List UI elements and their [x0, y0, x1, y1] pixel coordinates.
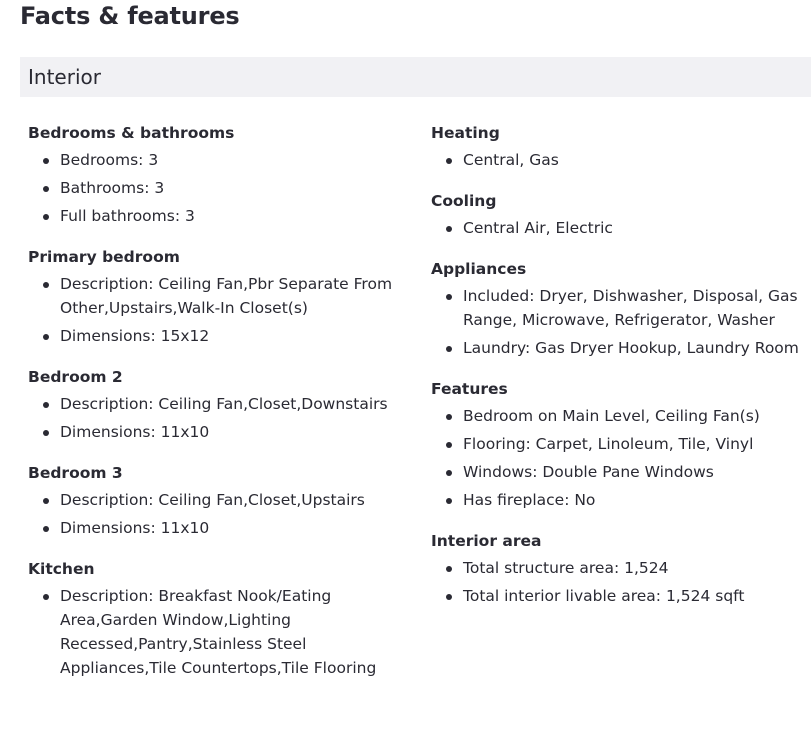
fact-list	[28, 488, 398, 540]
fact-group	[431, 528, 801, 608]
fact-group	[28, 556, 398, 680]
fact-item: Included: Dryer, Dishwasher, Disposal, Gas Range, Microwave, Refrigerator, Washer	[431, 284, 801, 332]
fact-list	[28, 272, 398, 348]
group-title: Primary bedroom	[28, 248, 180, 266]
group-title: Kitchen	[28, 560, 95, 578]
fact-item: Bathrooms: 3	[28, 176, 398, 200]
group-title: Bedroom 2	[28, 368, 123, 386]
page-title: Facts & features	[20, 2, 240, 30]
fact-group	[28, 120, 398, 228]
fact-item: Dimensions: 15x12	[28, 324, 398, 348]
group-title: Bedrooms & bathrooms	[28, 124, 235, 142]
group-title: Features	[431, 380, 508, 398]
fact-item: Central Air, Electric	[431, 216, 801, 240]
fact-item: Bedroom on Main Level, Ceiling Fan(s)	[431, 404, 801, 428]
fact-group	[431, 120, 801, 172]
fact-list	[431, 284, 801, 360]
fact-item: Description: Ceiling Fan,Closet,Upstairs	[28, 488, 398, 512]
fact-list	[28, 584, 398, 680]
fact-group	[28, 364, 398, 444]
fact-group	[431, 256, 801, 360]
fact-list	[28, 148, 398, 228]
fact-item: Total structure area: 1,524	[431, 556, 801, 580]
fact-item: Bedrooms: 3	[28, 148, 398, 172]
group-title: Heating	[431, 124, 500, 142]
fact-group	[28, 244, 398, 348]
fact-item: Description: Breakfast Nook/Eating Area,Garden Window,Lighting Recessed,Pantry,Stainless Steel Appliances,Tile Countertops,Tile Flooring	[28, 584, 398, 680]
fact-item: Flooring: Carpet, Linoleum, Tile, Vinyl	[431, 432, 801, 456]
fact-item: Description: Ceiling Fan,Pbr Separate From Other,Upstairs,Walk-In Closet(s)	[28, 272, 398, 320]
group-title: Bedroom 3	[28, 464, 123, 482]
fact-list	[431, 556, 801, 608]
right-column	[431, 120, 801, 624]
fact-list	[431, 216, 801, 240]
fact-item: Windows: Double Pane Windows	[431, 460, 801, 484]
fact-list	[431, 404, 801, 512]
left-column	[28, 120, 398, 696]
section-header-interior[interactable]: Interior	[20, 57, 811, 97]
fact-list	[431, 148, 801, 172]
fact-list	[28, 392, 398, 444]
fact-group	[431, 188, 801, 240]
group-title: Interior area	[431, 532, 542, 550]
fact-item: Full bathrooms: 3	[28, 204, 398, 228]
fact-item: Total interior livable area: 1,524 sqft	[431, 584, 801, 608]
fact-item: Has fireplace: No	[431, 488, 801, 512]
fact-item: Dimensions: 11x10	[28, 516, 398, 540]
fact-item: Laundry: Gas Dryer Hookup, Laundry Room	[431, 336, 801, 360]
group-title: Appliances	[431, 260, 527, 278]
fact-group	[28, 460, 398, 540]
fact-item: Dimensions: 11x10	[28, 420, 398, 444]
fact-item: Central, Gas	[431, 148, 801, 172]
group-title: Cooling	[431, 192, 497, 210]
fact-item: Description: Ceiling Fan,Closet,Downstairs	[28, 392, 398, 416]
fact-group	[431, 376, 801, 512]
